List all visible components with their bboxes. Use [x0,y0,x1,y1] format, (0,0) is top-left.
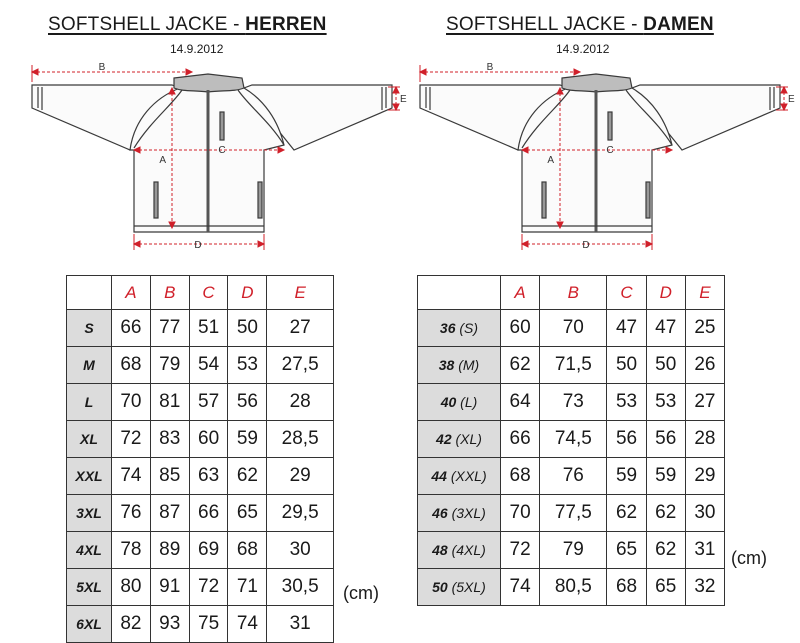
corner-cell [418,276,501,310]
measure-cell: 72 [112,421,151,458]
damen-jacket-diagram [410,60,795,255]
measure-cell: 59 [607,458,646,495]
table-row [67,421,334,458]
label-c: C [218,145,226,156]
measure-cell: 66 [189,495,228,532]
measure-cell: 31 [267,606,334,643]
damen-size-table [417,275,725,606]
measure-cell: 93 [150,606,189,643]
measure-cell: 65 [228,495,267,532]
measure-cell: 62 [228,458,267,495]
measure-cell: 87 [150,495,189,532]
size-label: 44 (XXL) [418,458,501,495]
measure-cell: 66 [112,310,151,347]
measure-cell: 53 [607,384,646,421]
measure-cell: 74 [228,606,267,643]
measure-cell: 79 [540,532,607,569]
measure-cell: 68 [607,569,646,606]
size-label: XL [67,421,112,458]
table-row [67,458,334,495]
measure-cell: 30,5 [267,569,334,606]
measure-cell: 53 [646,384,685,421]
measure-cell: 60 [189,421,228,458]
table-row [67,384,334,421]
measure-cell: 28 [267,384,334,421]
measure-cell: 76 [112,495,151,532]
measure-cell: 62 [501,347,540,384]
size-label: 40 (L) [418,384,501,421]
measure-cell: 30 [685,495,724,532]
measure-cell: 28 [685,421,724,458]
size-label: 3XL [67,495,112,532]
size-label: 46 (3XL) [418,495,501,532]
size-label: 38 (M) [418,347,501,384]
measure-cell: 29 [267,458,334,495]
measure-cell: 91 [150,569,189,606]
measure-cell: 27 [685,384,724,421]
table-row [418,421,725,458]
col-header-b: B [540,276,607,310]
measure-cell: 56 [646,421,685,458]
size-label: 5XL [67,569,112,606]
measure-cell: 80 [112,569,151,606]
measure-cell: 77 [150,310,189,347]
size-label: 50 (5XL) [418,569,501,606]
measure-cell: 28,5 [267,421,334,458]
table-row [418,384,725,421]
size-label: 6XL [67,606,112,643]
measure-cell: 69 [189,532,228,569]
measure-cell: 62 [646,532,685,569]
col-header-a: A [112,276,151,310]
measure-cell: 32 [685,569,724,606]
label-e: E [400,94,407,105]
measure-cell: 70 [501,495,540,532]
size-label: L [67,384,112,421]
measure-cell: 62 [607,495,646,532]
measure-cell: 53 [228,347,267,384]
measure-cell: 78 [112,532,151,569]
measure-cell: 71 [228,569,267,606]
measure-cell: 51 [189,310,228,347]
table-row [67,347,334,384]
col-header-d: D [228,276,267,310]
size-label: 42 (XL) [418,421,501,458]
col-header-e: E [267,276,334,310]
herren-size-table [66,275,334,643]
measure-cell: 25 [685,310,724,347]
measure-cell: 79 [150,347,189,384]
measure-cell: 68 [501,458,540,495]
size-label: 4XL [67,532,112,569]
damen-date: 14.9.2012 [556,42,610,56]
measure-cell: 30 [267,532,334,569]
table-row [67,495,334,532]
col-header-b: B [150,276,189,310]
table-row [67,569,334,606]
table-row [418,458,725,495]
measure-cell: 59 [228,421,267,458]
col-header-e: E [685,276,724,310]
col-header-c: C [189,276,228,310]
col-header-c: C [607,276,646,310]
measure-cell: 68 [112,347,151,384]
measure-cell: 63 [189,458,228,495]
measure-cell: 29 [685,458,724,495]
measure-cell: 59 [646,458,685,495]
measure-cell: 50 [646,347,685,384]
label-a: A [159,155,166,166]
size-label: 36 (S) [418,310,501,347]
measure-cell: 80,5 [540,569,607,606]
table-row [67,310,334,347]
measure-cell: 27 [267,310,334,347]
measure-cell: 50 [607,347,646,384]
measure-cell: 72 [501,532,540,569]
measure-cell: 70 [112,384,151,421]
size-label: M [67,347,112,384]
corner-cell [67,276,112,310]
table-row [418,347,725,384]
measure-cell: 70 [540,310,607,347]
measure-cell: 72 [189,569,228,606]
size-label: XXL [67,458,112,495]
measure-cell: 83 [150,421,189,458]
label-c: C [606,145,614,156]
measure-cell: 57 [189,384,228,421]
measure-cell: 60 [501,310,540,347]
measure-cell: 81 [150,384,189,421]
herren-title: SOFTSHELL JACKE - HERREN [48,14,327,35]
measure-cell: 29,5 [267,495,334,532]
size-label: 48 (4XL) [418,532,501,569]
col-header-d: D [646,276,685,310]
table-row [418,569,725,606]
label-b: B [98,62,106,73]
label-e: E [788,94,795,105]
measure-cell: 85 [150,458,189,495]
label-d: D [582,240,590,251]
label-a: A [547,155,554,166]
measure-cell: 26 [685,347,724,384]
measure-cell: 54 [189,347,228,384]
measure-cell: 76 [540,458,607,495]
damen-title: SOFTSHELL JACKE - DAMEN [446,14,714,35]
measure-cell: 75 [189,606,228,643]
measure-cell: 74 [501,569,540,606]
table-row [67,606,334,643]
size-label: S [67,310,112,347]
table-row [418,310,725,347]
measure-cell: 64 [501,384,540,421]
measure-cell: 65 [607,532,646,569]
measure-cell: 74 [112,458,151,495]
measure-cell: 77,5 [540,495,607,532]
measure-cell: 27,5 [267,347,334,384]
table-row [418,532,725,569]
damen-unit-label: (cm) [731,548,767,568]
table-row [418,495,725,532]
herren-date: 14.9.2012 [170,42,224,56]
herren-unit-label: (cm) [343,583,379,603]
measure-cell: 56 [607,421,646,458]
label-d: D [194,240,202,251]
measure-cell: 47 [646,310,685,347]
measure-cell: 73 [540,384,607,421]
table-row [67,532,334,569]
measure-cell: 65 [646,569,685,606]
measure-cell: 62 [646,495,685,532]
measure-cell: 71,5 [540,347,607,384]
measure-cell: 56 [228,384,267,421]
measure-cell: 82 [112,606,151,643]
herren-jacket-diagram [22,60,407,255]
measure-cell: 31 [685,532,724,569]
measure-cell: 47 [607,310,646,347]
measure-cell: 66 [501,421,540,458]
col-header-a: A [501,276,540,310]
measure-cell: 74,5 [540,421,607,458]
measure-cell: 68 [228,532,267,569]
measure-cell: 89 [150,532,189,569]
measure-cell: 50 [228,310,267,347]
label-b: B [486,62,494,73]
